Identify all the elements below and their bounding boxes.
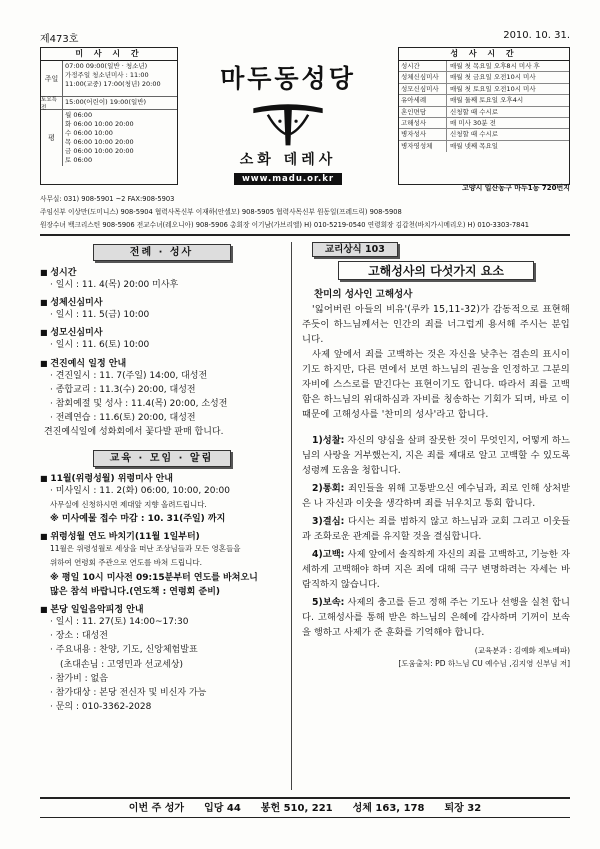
sacrament-key: 성체신심미사 <box>399 72 447 82</box>
issue-number: 제473호 <box>40 34 79 45</box>
bulletin-page <box>40 30 570 790</box>
catechism-item <box>302 547 570 592</box>
catechism-item <box>302 595 570 640</box>
announcement-line: · 일시 : 11. 5(금) 10:00 <box>50 310 150 321</box>
item-number: 4)고백: <box>312 549 345 560</box>
sacrament-row <box>399 61 569 72</box>
item-text: 사제 앞에서 솔직하게 자신의 죄를 고백하고, 기능한 자세하게 고백해야 하며 지은 죄에 대해 극구 변명하려는 자세는 바람직하지 않습니다. <box>302 549 570 590</box>
sacrament-row <box>399 72 569 83</box>
sacrament-key: 병자영성체 <box>399 141 447 152</box>
mass-row-key: 토요특전 <box>41 97 63 109</box>
sacrament-row <box>399 141 569 152</box>
mass-line: 07:00 09:00(일반 · 청소년) <box>65 62 148 70</box>
announcements-column <box>40 242 292 790</box>
catechism-paragraph: 사제 앞에서 죄를 고백하는 것은 자신을 낮추는 겸손의 표시이기도 하지만, 다른 면에서 보면 하느님의 권능을 인정하고 그분의 자비에 스스로를 맡긴다는 표현이기도 합니다. 따라서 죄를 고백함은 하느님의 위대하심과 자비를 칭송하는 기회가 되며, 바로 이 때문에 고해성사를 '찬미의 성사'라고 합니다. <box>302 349 570 420</box>
mass-row-saturday <box>41 97 177 110</box>
catechism-column <box>292 242 570 790</box>
announcement-line: · 일시 : 11. 6(토) 10:00 <box>50 340 150 351</box>
mass-line: 토 06:00 <box>65 156 93 164</box>
sacrament-key: 성시간 <box>399 61 447 71</box>
staff-line: 사무실: 031) 908-5901 ~2 FAX:908-5903 <box>40 195 175 203</box>
mass-line: 금 06:00 10:00 20:00 <box>65 147 134 155</box>
staff-directory <box>40 193 570 236</box>
item-text: 자신의 양심을 살펴 잘못한 것이 무엇인지, 어떻게 하느님의 사랑을 거부했는지, 지은 죄를 제대로 알고 고백할 수 있도록 성령께 도움을 청합니다. <box>302 435 570 476</box>
catechism-heading: 교리상식 103 <box>312 242 398 257</box>
announcement-line: 많은 참석 바랍니다.(연도책 : 연령회 준비) <box>50 586 221 597</box>
announcement-line: 11월은 위령성월로 세상을 떠난 조상님들과 모든 영혼들을 <box>50 544 241 554</box>
section-heading-education: 교육 · 모임 · 알림 <box>93 450 231 467</box>
issue-date: 2010. 10. 31. <box>503 30 570 41</box>
sacrament-value: 매월 첫 목요일 오후8시 미사 후 <box>450 62 540 70</box>
sacrament-value: 매월 첫 토요일 오전10시 미사 <box>450 84 536 93</box>
announcement-line: · 문의 : 010-3362-2028 <box>50 702 152 713</box>
item-text: 사제의 충고를 듣고 정해 주는 기도나 선행을 실천 합니다. 고해성사를 통해 받은 하느님의 은혜에 감사하며 기꺼이 보속을 행하고 사제가 준 훈화를 기억해야 합니다. <box>302 597 570 638</box>
sacrament-key: 고해성사 <box>399 118 447 128</box>
item-number: 2)통회: <box>312 483 345 494</box>
announcement-title: ■ 성모신심미사 <box>40 325 283 338</box>
catechism-item <box>302 433 570 478</box>
announcement-line: · 참가비 : 없음 <box>50 673 108 684</box>
sacrament-value: 매월 둘째 토요일 오후4시 <box>450 96 524 105</box>
catechism-title: 고해성사의 다섯가지 요소 <box>338 261 534 280</box>
item-text: 다시는 죄를 범하지 않고 하느님과 교회 그리고 이웃들과 조화로운 관계를 유지할 것을 결심합니다. <box>302 516 571 542</box>
content-columns <box>40 242 570 790</box>
item-number: 1)성찰: <box>312 435 345 446</box>
catechism-item <box>302 481 570 511</box>
sacrament-value: 매월 넷째 목요일 <box>450 141 499 150</box>
sacrament-value: 매 미사 30분 전 <box>450 118 496 127</box>
sacrament-row <box>399 95 569 106</box>
masthead <box>40 47 570 185</box>
mass-line: 11:00(교중) 17:00(청년) 20:00 <box>65 80 161 88</box>
church-patron: 소화 데레사 <box>239 152 337 168</box>
announcement-title: ■ 본당 일일음악피정 안내 <box>40 602 283 615</box>
announcement-title: ■ 위령성월 연도 바치기(11월 1일부터) <box>40 529 283 542</box>
announcement-line: 위하여 연령회 주관으로 연도를 바쳐 드립니다. <box>50 558 202 568</box>
announcement-line: · 주요내용 : 찬양, 기도, 신앙체험발표 <box>50 645 198 656</box>
sacrament-value: 신청할 때 수시로 <box>450 130 499 139</box>
hymn-label: 이번 주 성가 <box>128 803 185 814</box>
announcement-line: · 전례연습 : 11.6(토) 20:00, 대성전 <box>50 413 196 424</box>
sacrament-key: 유아세례 <box>399 95 447 105</box>
sacrament-schedule-table <box>398 47 570 185</box>
staff-line: 원장수녀 백크리스틴 908-5906 전교수녀(레오니아) 908-5906 총회장 이기남(가브리엘) H) 010-5219-0540 연령회장 김갑천(바치가시메리오) H) 010-3303-7841 <box>40 221 529 229</box>
catechism-subtitle: 찬미의 성사인 고해성사 <box>314 289 413 300</box>
announcement-line: · 견진일시 : 11. 7(주일) 14:00, 대성전 <box>50 370 208 381</box>
source-line: (교육분과 : 김예화 제노베파) <box>474 646 570 655</box>
church-masthead <box>178 47 398 185</box>
section-heading-liturgy: 전례 · 성사 <box>93 244 231 261</box>
mass-schedule-table <box>40 47 178 185</box>
sacrament-row <box>399 118 569 129</box>
mass-line: 가정주일 청소년미사 : 11:00 <box>65 71 149 79</box>
hymn-offertory: 봉헌 510, 221 <box>260 803 333 814</box>
catechism-source <box>302 644 570 670</box>
mass-line: 목 06:00 10:00 20:00 <box>65 138 134 146</box>
item-number: 5)보속: <box>312 597 345 608</box>
sacrament-row <box>399 107 569 118</box>
sacrament-key: 혼인면담 <box>399 107 447 117</box>
cross-logo-icon <box>243 97 333 147</box>
hymn-recessional: 퇴장 32 <box>444 803 482 814</box>
sacrament-table-title: 성 사 시 간 <box>399 48 569 61</box>
announcement-line: · 참회예절 및 성사 : 11.4(목) 20:00, 소성전 <box>50 399 228 410</box>
announcement-line: · 종합교리 : 11.3(수) 20:00, 대성전 <box>50 384 196 395</box>
announcement-line: · 일시 : 11. 27(토) 14:00~17:30 <box>50 617 189 628</box>
church-url[interactable]: www.madu.or.kr <box>234 173 342 185</box>
sacrament-row <box>399 84 569 95</box>
church-name: 마두동성당 <box>220 64 356 93</box>
mass-row-key: 평 <box>41 110 63 166</box>
mass-line: 월 06:00 <box>65 111 93 119</box>
sacrament-value: 매월 첫 금요일 오전10시 미사 <box>450 73 536 82</box>
top-line <box>40 30 570 44</box>
sacrament-value: 신청할 때 수시로 <box>450 107 499 116</box>
sacrament-key: 병자성사 <box>399 129 447 139</box>
announcement-title: ■ 견진예식 일정 안내 <box>40 356 283 369</box>
sacrament-row <box>399 129 569 140</box>
announcement-line: · 장소 : 대성전 <box>50 631 108 642</box>
staff-line: 주임신부 이상만(도미니스) 908-5904 협력사목신부 이재하(안셀모) 908-5905 협력사목신부 원동일(프레드릭) 908-5908 <box>40 208 402 216</box>
source-line: [도움출처: PD 하느님 CU 예수님 ,김지영 신부님 저] <box>398 659 570 668</box>
hymn-entrance: 입당 44 <box>204 803 241 814</box>
mass-row-sunday <box>41 61 177 97</box>
announcement-note: 견진예식일에 성화회에서 꽃다발 판매 합니다. <box>44 427 224 438</box>
mass-row-weekday <box>41 110 177 166</box>
catechism-item <box>302 514 570 544</box>
mass-line: 15:00(어린이) 19:00(일반) <box>65 98 147 106</box>
announcement-title: ■ 11월(위령성월) 위령미사 안내 <box>40 471 283 484</box>
sacrament-key: 성모신심미사 <box>399 84 447 94</box>
announcement-title: ■ 성시간 <box>40 265 283 278</box>
church-address: 고양시 일산동구 마두1동 720번지 <box>462 184 570 192</box>
announcement-line: (초대손님 : 고영민과 선교세상) <box>60 659 183 670</box>
catechism-paragraph: '잃어버린 아들의 비유'(루카 15,11-32)가 감동적으로 표현해 주듯이 하느님께서는 인간의 죄를 너그럽게 용서해 주시는 분입니다. <box>302 304 570 345</box>
item-number: 3)결심: <box>312 516 345 527</box>
hymn-footer <box>40 797 570 818</box>
item-text: 죄인들을 위해 고통받으신 예수님과, 죄로 인해 상처받은 나 자신과 이웃을 생각하며 죄를 뉘우치고 통회 합니다. <box>302 483 570 509</box>
mass-table-title: 미 사 시 간 <box>41 48 177 61</box>
announcement-line: · 참가대상 : 본당 전신자 및 비신자 가능 <box>50 688 207 699</box>
mass-line: 화 06:00 10:00 20:00 <box>65 120 134 128</box>
announcement-line: ※ 미사예물 접수 마감 : 10. 31(주일) 까지 <box>50 514 226 525</box>
announcement-title: ■ 성체신심미사 <box>40 295 283 308</box>
mass-row-key: 주일 <box>41 61 63 96</box>
announcement-line: · 미사일시 : 11. 2(화) 06:00, 10:00, 20:00 <box>50 485 230 496</box>
announcement-line: 사무실에 신청하시면 제대앞 지향 올려드립니다. <box>50 499 207 509</box>
hymn-communion: 성체 163, 178 <box>352 803 425 814</box>
announcement-line: · 일시 : 11. 4(목) 20:00 미사후 <box>50 280 179 290</box>
announcement-line: ※ 평일 10시 미사전 09:15분부터 연도를 바쳐오니 <box>50 572 258 583</box>
mass-line: 수 06:00 10:00 <box>65 129 113 137</box>
